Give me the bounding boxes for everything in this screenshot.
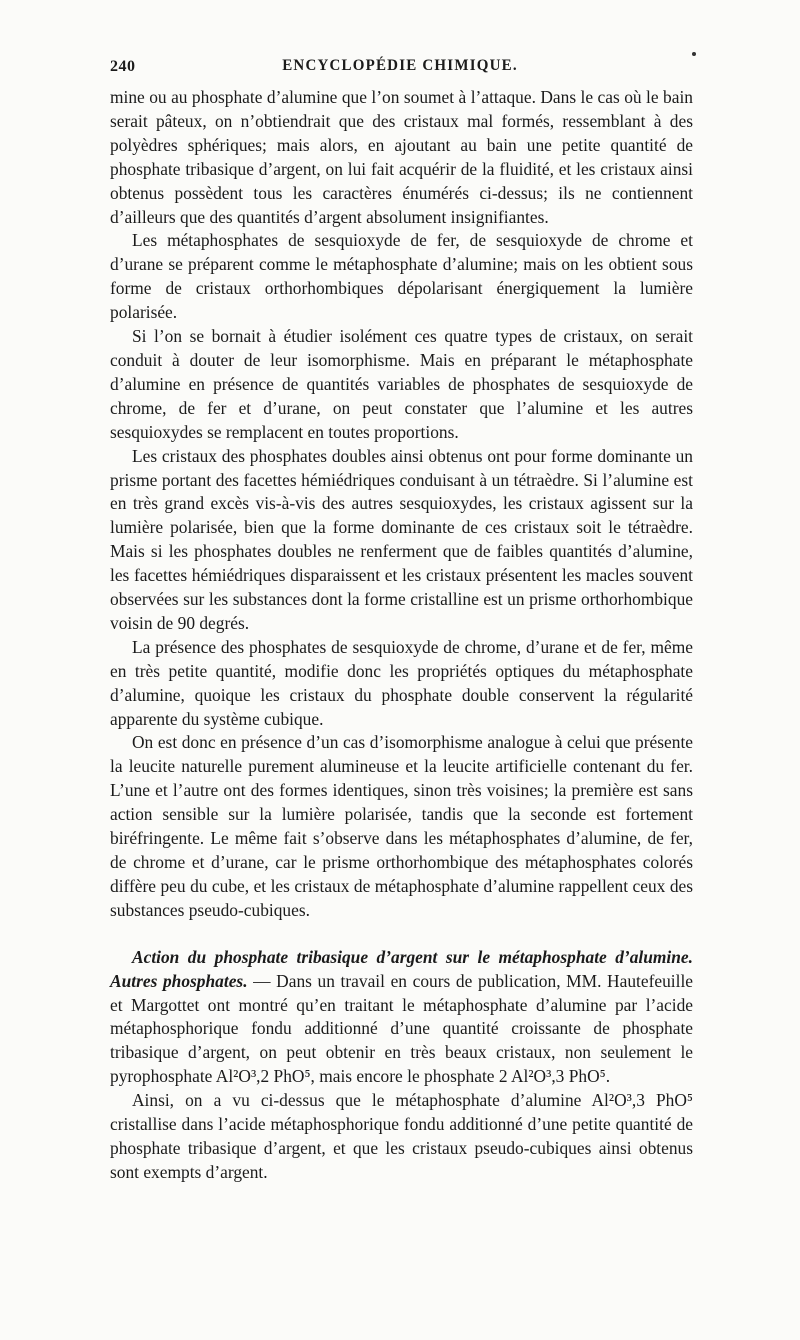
section-paragraph (110, 946, 693, 1089)
paragraph: Les métaphosphates de sesquioxyde de fer, de sesquioxyde de chrome et d’urane se préparent comme le métaphosphate d’alumine; mais on les obtient sous forme de cristaux orthorhombiques dépolarisant énergiquement la lumière polarisée. (110, 230, 693, 323)
paragraph-continued: mine ou au phosphate d’alumine que l’on soumet à l’attaque. Dans le cas où le bain serait pâteux, on n’obtiendrait que des cristaux mal formés, ressemblant à des polyèdres sphériques; mais alors, en ajoutant au bain une petite quantité de phosphate tribasique d’argent, on lui fait acquérir de la fluidité, et les cristaux ainsi obtenus possèdent tous les caractères énumérés ci-dessus; ils ne contiennent d’ailleurs que des quantités d’argent absolument insignifiantes. (110, 87, 693, 227)
paragraph: La présence des phosphates de sesquioxyde de chrome, d’urane et de fer, même en très petite quantité, modifie donc les propriétés optiques du métaphosphate d’alumine, quoique les cristaux du phosphate double conservent la régularité apparente du système cubique. (110, 636, 693, 729)
page-number: 240 (110, 58, 136, 75)
paragraph: Ainsi, on a vu ci-dessus que le métaphosphate d’alumine Al²O³,3 PhO⁵ cristallise dans l’acide métaphosphorique fondu additionné d’une petite quantité de phosphate tribasique d’argent, et que les cristaux pseudo-cubiques ainsi obtenus sont exempts d’argent. (110, 1090, 693, 1182)
ink-speck (692, 52, 696, 56)
body-text (110, 86, 693, 1185)
running-title: ENCYCLOPÉDIE CHIMIQUE. (282, 57, 518, 75)
section-title: Action du phosphate tribasique d’argent sur le métaphosphate d’alumine. Autres phosphates. (110, 946, 693, 991)
section-text: — Dans un travail en cours de publication, MM. Hautefeuille et Margottet ont montré qu’en traitant le métaphosphate d’alumine par l’acide métaphosphorique fondu additionné d’une quantité croissante de phosphate tribasique d’argent, on peut obtenir en très beaux cristaux, non seulement le pyrophosphate Al²O³,2 PhO⁵, mais encore le phosphate 2 Al²O³,3 PhO⁵. (110, 970, 693, 1087)
paragraph: Si l’on se bornait à étudier isolément ces quatre types de cristaux, on serait conduit à douter de leur isomorphisme. Mais en préparant le métaphosphate d’alumine en présence de quantités variables de phosphates de sesquioxyde de chrome, de fer et d’urane, on peut constater que l’alumine et les autres sesquioxydes se remplacent en toutes proportions. (110, 326, 693, 442)
paragraph: Les cristaux des phosphates doubles ainsi obtenus ont pour forme dominante un prisme portant des facettes hémiédriques conduisant à un tétraèdre. Si l’alumine est en très grand excès vis-à-vis des autres sesquioxydes, les cristaux agissent sur la lumière polarisée, bien que la forme dominante de ces cristaux soit le tétraèdre. Mais si les phosphates doubles ne renferment que de faibles quantités d’alumine, les facettes hémiédriques disparaissent et les cristaux présentent les macles souvent observées sur les substances dont la forme cristalline est un prisme orthorhombique voisin de 90 degrés. (110, 445, 693, 633)
paragraph: On est donc en présence d’un cas d’isomorphisme analogue à celui que présente la leucite naturelle purement alumineuse et la leucite artificielle contenant du fer. L’une et l’autre ont des formes identiques, sinon très voisines; la première est sans action sensible sur la lumière polarisée, tandis que la seconde est fortement biréfringente. Le même fait s’observe dans les métaphosphates d’alumine, de fer, de chrome et d’urane, car le prisme orthorhombique des métaphosphates colorés diffère peu du cube, et les cristaux de métaphosphate d’alumine rappellent ceux des substances pseudo-cubiques. (110, 732, 693, 920)
running-head (110, 58, 690, 80)
